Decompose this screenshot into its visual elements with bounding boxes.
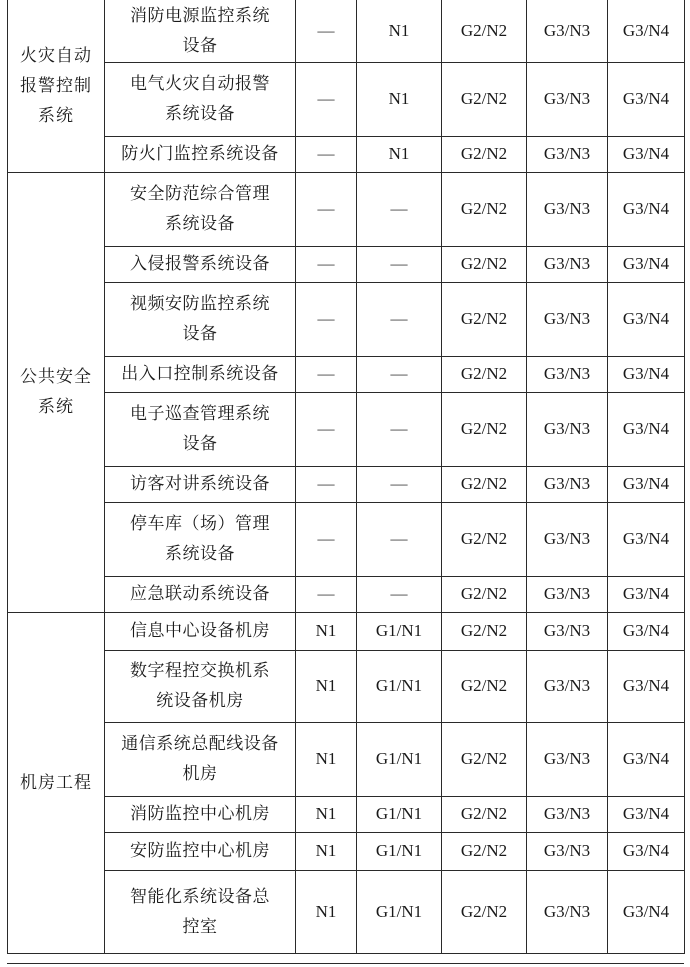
grade-cell-c5: G3/N4 (608, 172, 685, 246)
item-cell (105, 246, 296, 282)
grade-cell-c3: G2/N2 (442, 392, 527, 466)
category-line: 公共安全 (20, 367, 92, 387)
item-cell (105, 172, 296, 246)
item-cell (105, 576, 296, 612)
grade-cell-c1: — (296, 576, 357, 612)
grade-table (7, 0, 685, 954)
grade-cell-c2: G1/N1 (357, 650, 442, 722)
grade-cell-c4: G3/N3 (527, 62, 608, 136)
table-row (8, 796, 685, 832)
grade-cell-c1: — (296, 282, 357, 356)
grade-cell-c4: G3/N3 (527, 796, 608, 832)
grade-cell-c3: G2/N2 (442, 466, 527, 502)
grade-cell-c1: — (296, 466, 357, 502)
grade-cell-c3: G2/N2 (442, 62, 527, 136)
table-row (8, 282, 685, 356)
grade-cell-c1: — (296, 246, 357, 282)
grade-cell-c4: G3/N3 (527, 870, 608, 953)
category-line: 报警控制 (20, 75, 92, 96)
grade-cell-c3: G2/N2 (442, 356, 527, 392)
grade-cell-c1: N1 (296, 722, 357, 796)
grade-cell-c1: — (296, 392, 357, 466)
grade-cell-c3: G2/N2 (442, 612, 527, 650)
category-cell (8, 172, 105, 612)
item-cell (105, 870, 296, 953)
grade-cell-c2: N1 (357, 0, 442, 62)
item-line: 系统设备 (165, 544, 235, 564)
grade-cell-c4: G3/N3 (527, 172, 608, 246)
item-cell (105, 796, 296, 832)
grade-cell-c2: — (357, 172, 442, 246)
table-bottom-border (7, 963, 684, 964)
grade-cell-c4: G3/N3 (527, 136, 608, 172)
grade-cell-c4: G3/N3 (527, 612, 608, 650)
item-cell (105, 612, 296, 650)
grade-cell-c5: G3/N4 (608, 466, 685, 502)
table-row (8, 722, 685, 796)
grade-cell-c5: G3/N4 (608, 62, 685, 136)
grade-cell-c2: — (357, 356, 442, 392)
grade-cell-c4: G3/N3 (527, 282, 608, 356)
item-line: 机房 (182, 764, 218, 784)
category-line: 系统 (38, 397, 74, 417)
table-row (8, 870, 685, 953)
grade-cell-c4: G3/N3 (527, 356, 608, 392)
item-line: 信息中心设备机房 (130, 621, 270, 641)
grade-cell-c3: G2/N2 (442, 832, 527, 870)
grade-cell-c2: — (357, 502, 442, 576)
item-line: 应急联动系统设备 (130, 584, 270, 604)
item-line: 电气火灾自动报警 (130, 74, 270, 94)
grade-cell-c1: N1 (296, 650, 357, 722)
grade-cell-c2: G1/N1 (357, 870, 442, 953)
item-line: 通信系统总配线设备 (121, 734, 279, 754)
grade-cell-c4: G3/N3 (527, 832, 608, 870)
table-row (8, 650, 685, 722)
table-row (8, 356, 685, 392)
item-line: 设备 (182, 434, 218, 454)
grade-cell-c1: — (296, 62, 357, 136)
grade-cell-c5: G3/N4 (608, 282, 685, 356)
grade-cell-c4: G3/N3 (527, 246, 608, 282)
item-line: 视频安防监控系统 (130, 294, 270, 314)
item-cell (105, 136, 296, 172)
grade-cell-c2: G1/N1 (357, 796, 442, 832)
grade-cell-c3: G2/N2 (442, 576, 527, 612)
grade-cell-c4: G3/N3 (527, 722, 608, 796)
table-row (8, 136, 685, 172)
item-line: 消防监控中心机房 (130, 804, 270, 824)
grade-cell-c2: G1/N1 (357, 832, 442, 870)
grade-cell-c1: N1 (296, 612, 357, 650)
grade-cell-c2: — (357, 466, 442, 502)
item-line: 入侵报警系统设备 (130, 254, 270, 274)
grade-cell-c3: G2/N2 (442, 0, 527, 62)
item-line: 访客对讲系统设备 (130, 474, 270, 494)
grade-cell-c3: G2/N2 (442, 136, 527, 172)
item-line: 统设备机房 (156, 691, 244, 711)
grade-cell-c2: — (357, 576, 442, 612)
item-cell (105, 356, 296, 392)
item-line: 智能化系统设备总 (130, 886, 270, 907)
table-row (8, 576, 685, 612)
grade-cell-c2: G1/N1 (357, 612, 442, 650)
grade-cell-c3: G2/N2 (442, 502, 527, 576)
item-line: 消防电源监控系统 (130, 5, 270, 26)
grade-cell-c1: — (296, 0, 357, 62)
item-line: 设备 (182, 324, 218, 344)
item-line: 安全防范综合管理 (130, 184, 270, 204)
table-row (8, 392, 685, 466)
grade-cell-c2: N1 (357, 136, 442, 172)
item-line: 安防监控中心机房 (130, 841, 270, 861)
grade-cell-c1: — (296, 502, 357, 576)
grade-cell-c2: G1/N1 (357, 722, 442, 796)
category-cell (8, 0, 105, 172)
table-row (8, 62, 685, 136)
grade-cell-c3: G2/N2 (442, 870, 527, 953)
grade-cell-c5: G3/N4 (608, 502, 685, 576)
item-cell (105, 650, 296, 722)
grade-cell-c4: G3/N3 (527, 650, 608, 722)
category-cell (8, 612, 105, 953)
grade-cell-c5: G3/N4 (608, 722, 685, 796)
item-line: 系统设备 (165, 214, 235, 234)
grade-cell-c4: G3/N3 (527, 0, 608, 62)
category-line: 机房工程 (20, 772, 92, 793)
item-cell (105, 502, 296, 576)
grade-cell-c4: G3/N3 (527, 466, 608, 502)
grade-cell-c5: G3/N4 (608, 832, 685, 870)
item-line: 数字程控交换机系 (130, 661, 270, 681)
grade-cell-c3: G2/N2 (442, 722, 527, 796)
grade-cell-c5: G3/N4 (608, 0, 685, 62)
table-row (8, 466, 685, 502)
item-line: 系统设备 (165, 104, 235, 124)
category-line: 火灾自动 (20, 45, 92, 66)
item-line: 电子巡查管理系统 (130, 404, 270, 424)
grade-cell-c3: G2/N2 (442, 172, 527, 246)
grade-cell-c2: — (357, 282, 442, 356)
item-line: 停车库（场）管理 (130, 514, 270, 534)
item-line: 控室 (182, 916, 218, 937)
grade-cell-c2: — (357, 246, 442, 282)
grade-cell-c1: — (296, 356, 357, 392)
table-row (8, 612, 685, 650)
item-line: 出入口控制系统设备 (121, 364, 279, 384)
item-cell (105, 0, 296, 62)
item-cell (105, 466, 296, 502)
grade-cell-c3: G2/N2 (442, 246, 527, 282)
item-cell (105, 62, 296, 136)
category-line: 系统 (38, 105, 74, 126)
grade-cell-c3: G2/N2 (442, 282, 527, 356)
item-cell (105, 722, 296, 796)
grade-cell-c1: N1 (296, 796, 357, 832)
item-line: 设备 (182, 35, 218, 56)
item-cell (105, 392, 296, 466)
grade-cell-c4: G3/N3 (527, 576, 608, 612)
grade-cell-c5: G3/N4 (608, 246, 685, 282)
grade-cell-c1: — (296, 136, 357, 172)
grade-cell-c4: G3/N3 (527, 502, 608, 576)
grade-cell-c1: N1 (296, 870, 357, 953)
grade-cell-c5: G3/N4 (608, 356, 685, 392)
grade-cell-c3: G2/N2 (442, 796, 527, 832)
grade-cell-c5: G3/N4 (608, 576, 685, 612)
table-row (8, 0, 685, 62)
grade-cell-c5: G3/N4 (608, 796, 685, 832)
table-row (8, 246, 685, 282)
grade-cell-c5: G3/N4 (608, 870, 685, 953)
grade-cell-c5: G3/N4 (608, 650, 685, 722)
item-line: 防火门监控系统设备 (121, 144, 279, 164)
grade-cell-c1: — (296, 172, 357, 246)
table-row (8, 832, 685, 870)
grade-cell-c2: N1 (357, 62, 442, 136)
grade-cell-c2: — (357, 392, 442, 466)
table-row (8, 172, 685, 246)
table-row (8, 502, 685, 576)
item-cell (105, 832, 296, 870)
grade-cell-c1: N1 (296, 832, 357, 870)
grade-cell-c5: G3/N4 (608, 392, 685, 466)
grade-cell-c5: G3/N4 (608, 612, 685, 650)
item-cell (105, 282, 296, 356)
grade-cell-c5: G3/N4 (608, 136, 685, 172)
grade-cell-c4: G3/N3 (527, 392, 608, 466)
grade-cell-c3: G2/N2 (442, 650, 527, 722)
